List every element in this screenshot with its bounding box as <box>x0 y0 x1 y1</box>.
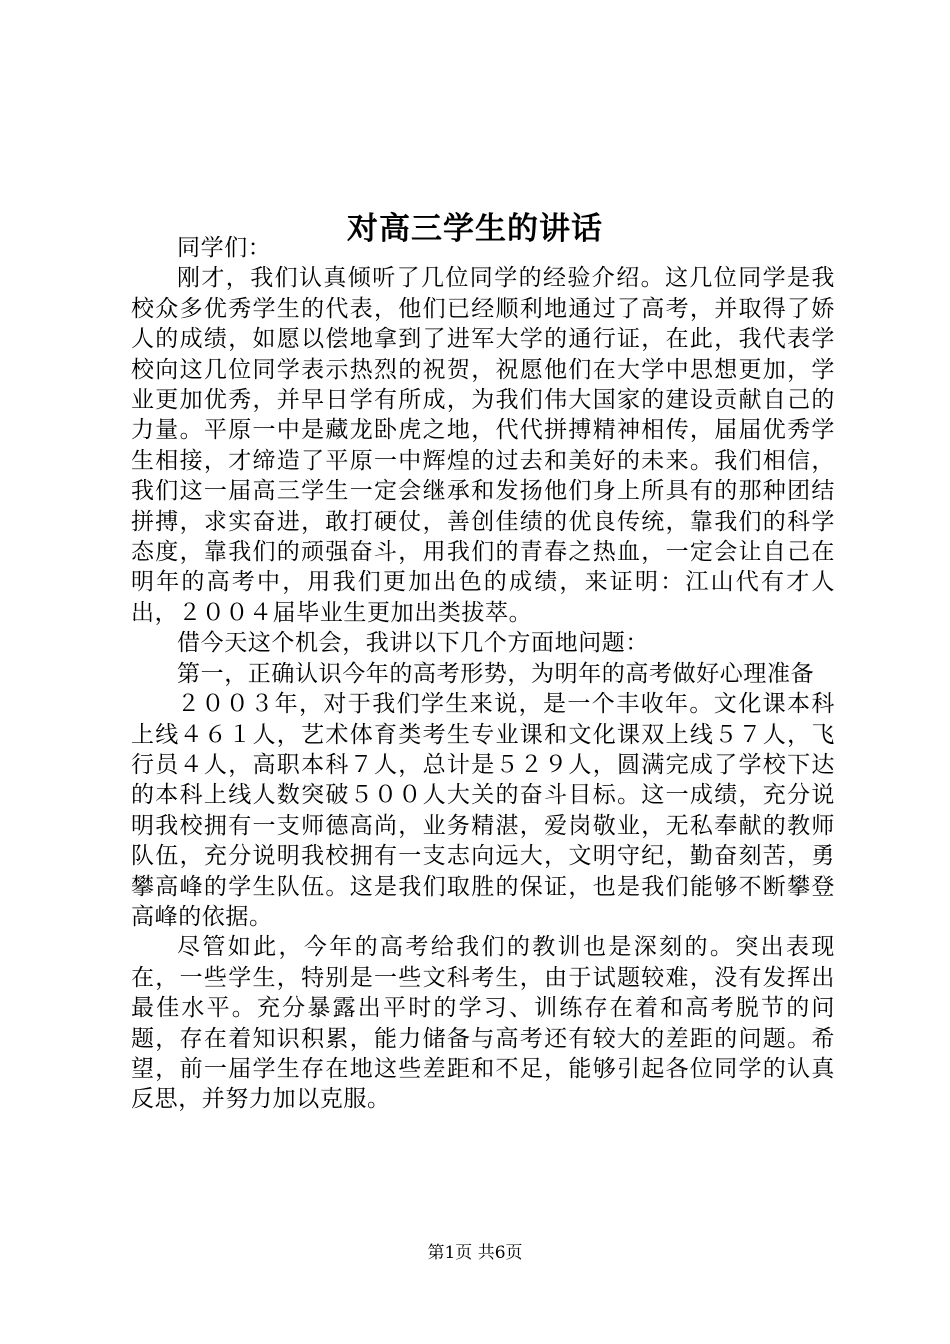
document-body <box>131 233 835 1115</box>
paragraph-introduction: 刚才，我们认真倾听了几位同学的经验介绍。这几位同学是我校众多优秀学生的代表，他们已经顺利地通过了高考，并取得了娇人的成绩，如愿以偿地拿到了进军大学的通行证，在此，我代表学校向这几位同学表示热烈的祝贺，祝愿他们在大学中思想更加，学业更加优秀，并早日学有所成，为我们伟大国家的建设贡献自己的力量。平原一中是藏龙卧虎之地，代代拼搏精神相传，届届优秀学生相接，才缔造了平原一中辉煌的过去和美好的未来。我们相信，我们这一届高三学生一定会继承和发扬他们身上所具有的那种团结拼搏，求实奋进，敢打硬仗，善创佳绩的优良传统，靠我们的科学态度，靠我们的顽强奋斗，用我们的青春之热血，一定会让自己在明年的高考中，用我们更加出色的成绩，来证明：江山代有才人出，２００４届毕业生更加出类拔萃。 <box>131 265 835 626</box>
paragraph-first-point: 第一，正确认识今年的高考形势，为明年的高考做好心理准备 <box>177 660 815 687</box>
document-title: 对高三学生的讲话 <box>347 210 603 247</box>
page-number-footer: 第1页 共6页 <box>427 1243 523 1263</box>
paragraph-topics-intro: 借今天这个机会，我讲以下几个方面地问题： <box>177 630 649 657</box>
paragraph-greeting: 同学们： <box>177 235 272 261</box>
paragraph-lessons: 尽管如此，今年的高考给我们的教训也是深刻的。突出表现在，一些学生，特别是一些文科考生，由于试题较难，没有发挥出最佳水平。充分暴露出平时的学习、训练存在着和高考脱节的问题，存在着知识积累，能力储备与高考还有较大的差距的问题。希望，前一届学生存在地这些差距和不足，能够引起各位同学的认真反思，并努力加以克服。 <box>131 934 835 1113</box>
paragraph-results-2003: ２００３年，对于我们学生来说，是一个丰收年。文化课本科上线４６１人，艺术体育类考生专业课和文化课双上线５７人，飞行员４人，高职本科７人，总计是５２９人，圆满完成了学校下达的本科上线人数突破５００人大关的奋斗目标。这一成绩，充分说明我校拥有一支师德高尚，业务精湛，爱岗敬业，无私奉献的教师队伍，充分说明我校拥有一支志向远大，文明守纪，勤奋刻苦，勇攀高峰的学生队伍。这是我们取胜的保证，也是我们能够不断攀登高峰的依据。 <box>131 691 835 930</box>
